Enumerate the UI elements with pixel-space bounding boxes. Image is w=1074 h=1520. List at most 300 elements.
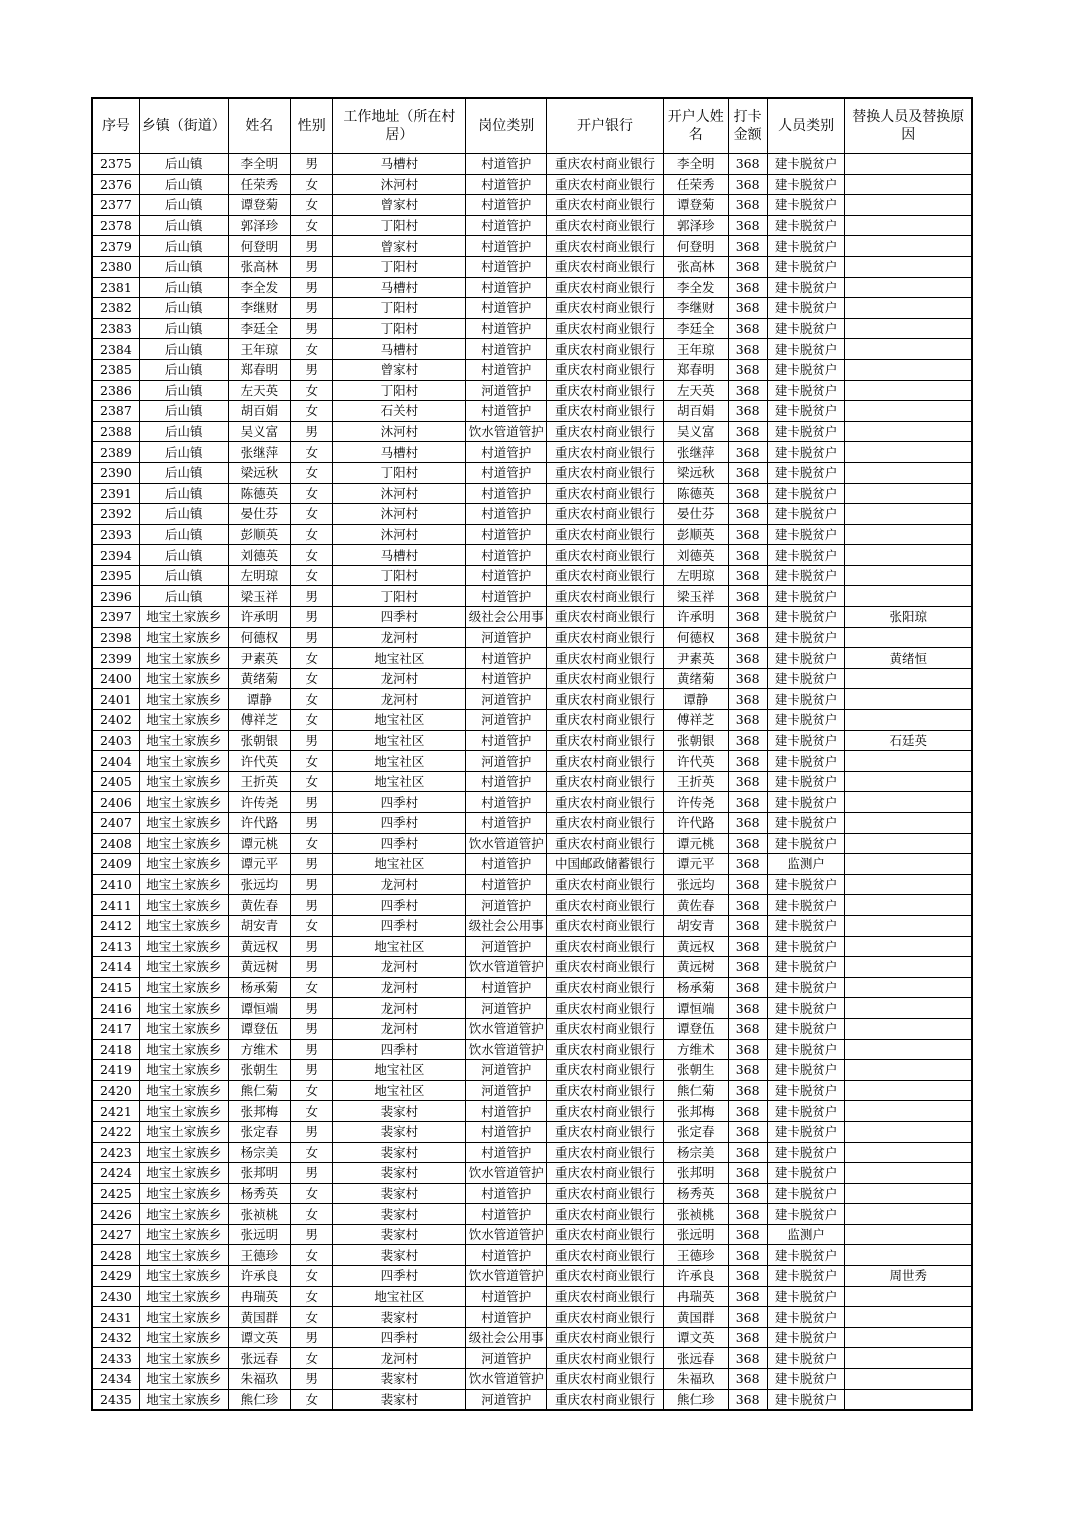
cell-person-category: 建卡脱贫户 [767, 751, 845, 772]
cell-township: 后山镇 [139, 442, 228, 463]
cell-replacement [845, 1142, 972, 1163]
cell-amount: 368 [728, 236, 767, 257]
cell-township: 后山镇 [139, 380, 228, 401]
cell-amount: 368 [728, 627, 767, 648]
cell-person-category: 建卡脱贫户 [767, 1348, 845, 1369]
table-row [92, 524, 972, 545]
cell-township: 地宝土家族乡 [139, 710, 228, 731]
cell-name: 黄远树 [228, 957, 290, 978]
cell-amount: 368 [728, 1060, 767, 1081]
cell-bank: 重庆农村商业银行 [547, 751, 664, 772]
cell-name: 左天英 [228, 380, 290, 401]
cell-gender: 男 [291, 236, 333, 257]
cell-name: 王折英 [228, 771, 290, 792]
cell-amount: 368 [728, 1224, 767, 1245]
cell-account-holder: 熊仁菊 [664, 1080, 729, 1101]
cell-amount: 368 [728, 1101, 767, 1122]
cell-replacement [845, 710, 972, 731]
cell-name: 陈德英 [228, 483, 290, 504]
cell-amount: 368 [728, 895, 767, 916]
cell-amount: 368 [728, 215, 767, 236]
cell-person-category: 建卡脱贫户 [767, 298, 845, 319]
cell-replacement [845, 195, 972, 216]
cell-bank: 重庆农村商业银行 [547, 1327, 664, 1348]
cell-gender: 女 [291, 545, 333, 566]
cell-person-category: 建卡脱贫户 [767, 1039, 845, 1060]
cell-replacement [845, 1224, 972, 1245]
cell-name: 王德珍 [228, 1245, 290, 1266]
cell-account-holder: 熊仁珍 [664, 1389, 729, 1410]
cell-gender: 男 [291, 874, 333, 895]
cell-work-address: 龙河村 [333, 668, 466, 689]
cell-amount: 368 [728, 874, 767, 895]
cell-replacement [845, 1183, 972, 1204]
cell-name: 杨承菊 [228, 977, 290, 998]
cell-post-type: 村道管护 [466, 813, 547, 834]
cell-township: 地宝土家族乡 [139, 833, 228, 854]
cell-account-holder: 谭登菊 [664, 195, 729, 216]
cell-person-category: 建卡脱贫户 [767, 936, 845, 957]
cell-account-holder: 梁玉祥 [664, 586, 729, 607]
cell-serial: 2402 [92, 710, 139, 731]
table-row [92, 174, 972, 195]
cell-post-type: 村道管护 [466, 256, 547, 277]
cell-person-category: 建卡脱贫户 [767, 1266, 845, 1287]
cell-replacement [845, 1121, 972, 1142]
cell-amount: 368 [728, 751, 767, 772]
cell-name: 张高林 [228, 256, 290, 277]
cell-post-type: 饮水管道管护 [466, 1039, 547, 1060]
header-amount: 打卡金额 [728, 98, 767, 154]
cell-township: 地宝土家族乡 [139, 1142, 228, 1163]
cell-name: 晏仕芬 [228, 504, 290, 525]
cell-serial: 2377 [92, 195, 139, 216]
cell-account-holder: 方维术 [664, 1039, 729, 1060]
cell-township: 地宝土家族乡 [139, 1286, 228, 1307]
cell-gender: 女 [291, 689, 333, 710]
cell-amount: 368 [728, 957, 767, 978]
cell-serial: 2392 [92, 504, 139, 525]
cell-replacement [845, 256, 972, 277]
table-row [92, 195, 972, 216]
cell-work-address: 裴家村 [333, 1245, 466, 1266]
cell-serial: 2396 [92, 586, 139, 607]
cell-person-category: 建卡脱贫户 [767, 833, 845, 854]
table-row [92, 751, 972, 772]
cell-name: 尹素英 [228, 648, 290, 669]
cell-gender: 女 [291, 771, 333, 792]
cell-bank: 重庆农村商业银行 [547, 771, 664, 792]
cell-name: 张远均 [228, 874, 290, 895]
cell-serial: 2411 [92, 895, 139, 916]
cell-post-type: 河道管护 [466, 751, 547, 772]
cell-name: 李全明 [228, 154, 290, 175]
cell-account-holder: 黄佐春 [664, 895, 729, 916]
cell-person-category: 建卡脱贫户 [767, 915, 845, 936]
table-row [92, 256, 972, 277]
cell-person-category: 建卡脱贫户 [767, 421, 845, 442]
cell-gender: 男 [291, 1121, 333, 1142]
cell-replacement [845, 401, 972, 422]
cell-serial: 2406 [92, 792, 139, 813]
cell-person-category: 建卡脱贫户 [767, 565, 845, 586]
cell-amount: 368 [728, 730, 767, 751]
cell-bank: 重庆农村商业银行 [547, 1080, 664, 1101]
cell-gender: 男 [291, 359, 333, 380]
cell-person-category: 建卡脱贫户 [767, 668, 845, 689]
cell-gender: 女 [291, 1183, 333, 1204]
cell-amount: 368 [728, 1245, 767, 1266]
cell-person-category: 建卡脱贫户 [767, 957, 845, 978]
table-row [92, 813, 972, 834]
cell-replacement [845, 1204, 972, 1225]
table-row [92, 668, 972, 689]
cell-person-category: 建卡脱贫户 [767, 977, 845, 998]
cell-name: 谭登菊 [228, 195, 290, 216]
cell-bank: 重庆农村商业银行 [547, 154, 664, 175]
cell-work-address: 沐河村 [333, 524, 466, 545]
cell-serial: 2433 [92, 1348, 139, 1369]
cell-gender: 男 [291, 730, 333, 751]
cell-post-type: 河道管护 [466, 895, 547, 916]
header-replacement: 替换人员及替换原因 [845, 98, 972, 154]
cell-replacement [845, 318, 972, 339]
cell-bank: 重庆农村商业银行 [547, 627, 664, 648]
cell-work-address: 裴家村 [333, 1121, 466, 1142]
cell-account-holder: 任荣秀 [664, 174, 729, 195]
cell-replacement [845, 215, 972, 236]
cell-work-address: 丁阳村 [333, 462, 466, 483]
cell-amount: 368 [728, 318, 767, 339]
cell-township: 地宝土家族乡 [139, 1204, 228, 1225]
cell-replacement [845, 874, 972, 895]
cell-person-category: 建卡脱贫户 [767, 792, 845, 813]
cell-post-type: 村道管护 [466, 401, 547, 422]
cell-township: 地宝土家族乡 [139, 1348, 228, 1369]
cell-gender: 男 [291, 1018, 333, 1039]
cell-work-address: 四季村 [333, 833, 466, 854]
cell-account-holder: 王德珍 [664, 1245, 729, 1266]
cell-replacement [845, 421, 972, 442]
cell-work-address: 丁阳村 [333, 586, 466, 607]
cell-person-category: 建卡脱贫户 [767, 401, 845, 422]
table-row [92, 689, 972, 710]
cell-post-type: 村道管护 [466, 668, 547, 689]
cell-replacement [845, 1101, 972, 1122]
cell-amount: 368 [728, 607, 767, 628]
cell-serial: 2398 [92, 627, 139, 648]
table-row [92, 1224, 972, 1245]
cell-serial: 2417 [92, 1018, 139, 1039]
cell-serial: 2404 [92, 751, 139, 772]
table-row [92, 1163, 972, 1184]
cell-post-type: 河道管护 [466, 1080, 547, 1101]
cell-replacement [845, 771, 972, 792]
cell-gender: 女 [291, 648, 333, 669]
cell-serial: 2429 [92, 1266, 139, 1287]
cell-replacement [845, 545, 972, 566]
table-row [92, 236, 972, 257]
cell-township: 后山镇 [139, 545, 228, 566]
cell-serial: 2414 [92, 957, 139, 978]
roster-table [91, 97, 973, 1411]
cell-serial: 2419 [92, 1060, 139, 1081]
cell-township: 地宝土家族乡 [139, 689, 228, 710]
cell-account-holder: 梁远秋 [664, 462, 729, 483]
cell-amount: 368 [728, 1348, 767, 1369]
cell-person-category: 建卡脱贫户 [767, 1369, 845, 1390]
cell-township: 后山镇 [139, 462, 228, 483]
cell-account-holder: 刘德英 [664, 545, 729, 566]
cell-work-address: 沐河村 [333, 174, 466, 195]
cell-post-type: 村道管护 [466, 648, 547, 669]
table-row [92, 874, 972, 895]
cell-gender: 男 [291, 957, 333, 978]
table-row [92, 1121, 972, 1142]
cell-account-holder: 吴义富 [664, 421, 729, 442]
cell-amount: 368 [728, 1183, 767, 1204]
cell-account-holder: 李全明 [664, 154, 729, 175]
cell-serial: 2401 [92, 689, 139, 710]
cell-serial: 2381 [92, 277, 139, 298]
cell-gender: 男 [291, 895, 333, 916]
table-row [92, 1266, 972, 1287]
cell-person-category: 建卡脱贫户 [767, 256, 845, 277]
cell-replacement [845, 277, 972, 298]
cell-gender: 女 [291, 483, 333, 504]
cell-post-type: 村道管护 [466, 504, 547, 525]
cell-person-category: 建卡脱贫户 [767, 998, 845, 1019]
cell-replacement [845, 1369, 972, 1390]
table-row [92, 1101, 972, 1122]
cell-serial: 2386 [92, 380, 139, 401]
cell-post-type: 村道管护 [466, 565, 547, 586]
cell-person-category: 建卡脱贫户 [767, 1204, 845, 1225]
cell-work-address: 龙河村 [333, 957, 466, 978]
cell-replacement: 黄绪恒 [845, 648, 972, 669]
cell-person-category: 建卡脱贫户 [767, 1121, 845, 1142]
cell-serial: 2432 [92, 1327, 139, 1348]
cell-township: 地宝土家族乡 [139, 1060, 228, 1081]
cell-replacement [845, 380, 972, 401]
cell-replacement [845, 813, 972, 834]
cell-post-type: 级社会公用事 [466, 607, 547, 628]
cell-post-type: 河道管护 [466, 1348, 547, 1369]
cell-serial: 2407 [92, 813, 139, 834]
cell-gender: 男 [291, 1224, 333, 1245]
cell-serial: 2379 [92, 236, 139, 257]
cell-bank: 重庆农村商业银行 [547, 339, 664, 360]
cell-bank: 重庆农村商业银行 [547, 1245, 664, 1266]
cell-post-type: 村道管护 [466, 339, 547, 360]
cell-gender: 女 [291, 442, 333, 463]
cell-person-category: 建卡脱贫户 [767, 380, 845, 401]
cell-replacement [845, 174, 972, 195]
cell-person-category: 建卡脱贫户 [767, 1101, 845, 1122]
cell-gender: 女 [291, 915, 333, 936]
table-row [92, 998, 972, 1019]
cell-work-address: 龙河村 [333, 627, 466, 648]
cell-account-holder: 杨宗美 [664, 1142, 729, 1163]
cell-amount: 368 [728, 1039, 767, 1060]
cell-serial: 2434 [92, 1369, 139, 1390]
cell-serial: 2428 [92, 1245, 139, 1266]
cell-township: 地宝土家族乡 [139, 977, 228, 998]
cell-serial: 2415 [92, 977, 139, 998]
cell-work-address: 地宝社区 [333, 710, 466, 731]
cell-amount: 368 [728, 442, 767, 463]
cell-name: 郑春明 [228, 359, 290, 380]
table-row [92, 957, 972, 978]
cell-township: 地宝土家族乡 [139, 998, 228, 1019]
cell-person-category: 建卡脱贫户 [767, 1307, 845, 1328]
cell-work-address: 地宝社区 [333, 936, 466, 957]
cell-township: 地宝土家族乡 [139, 1121, 228, 1142]
cell-post-type: 饮水管道管护 [466, 1266, 547, 1287]
cell-replacement [845, 689, 972, 710]
cell-serial: 2426 [92, 1204, 139, 1225]
cell-bank: 重庆农村商业银行 [547, 977, 664, 998]
cell-amount: 368 [728, 298, 767, 319]
table-row [92, 833, 972, 854]
cell-name: 谭元平 [228, 854, 290, 875]
cell-serial: 2384 [92, 339, 139, 360]
cell-replacement [845, 504, 972, 525]
cell-post-type: 村道管护 [466, 174, 547, 195]
table-row [92, 792, 972, 813]
cell-account-holder: 黄国群 [664, 1307, 729, 1328]
cell-account-holder: 左明琼 [664, 565, 729, 586]
cell-bank: 重庆农村商业银行 [547, 1142, 664, 1163]
cell-post-type: 村道管护 [466, 545, 547, 566]
cell-account-holder: 李廷全 [664, 318, 729, 339]
cell-work-address: 裴家村 [333, 1163, 466, 1184]
cell-name: 张朝银 [228, 730, 290, 751]
cell-amount: 368 [728, 545, 767, 566]
cell-name: 何登明 [228, 236, 290, 257]
cell-replacement [845, 298, 972, 319]
cell-name: 王年琼 [228, 339, 290, 360]
table-row [92, 648, 972, 669]
cell-township: 地宝土家族乡 [139, 895, 228, 916]
cell-post-type: 村道管护 [466, 586, 547, 607]
cell-amount: 368 [728, 689, 767, 710]
cell-bank: 重庆农村商业银行 [547, 1060, 664, 1081]
cell-amount: 368 [728, 586, 767, 607]
cell-amount: 368 [728, 1080, 767, 1101]
cell-gender: 女 [291, 751, 333, 772]
cell-amount: 368 [728, 277, 767, 298]
table-row [92, 1389, 972, 1410]
cell-name: 任荣秀 [228, 174, 290, 195]
cell-serial: 2413 [92, 936, 139, 957]
cell-township: 后山镇 [139, 154, 228, 175]
cell-person-category: 建卡脱贫户 [767, 524, 845, 545]
cell-name: 胡百娟 [228, 401, 290, 422]
cell-township: 后山镇 [139, 318, 228, 339]
cell-amount: 368 [728, 1018, 767, 1039]
cell-person-category: 监测户 [767, 1224, 845, 1245]
cell-post-type: 河道管护 [466, 998, 547, 1019]
cell-township: 地宝土家族乡 [139, 771, 228, 792]
cell-person-category: 建卡脱贫户 [767, 895, 845, 916]
cell-amount: 368 [728, 1121, 767, 1142]
cell-person-category: 建卡脱贫户 [767, 339, 845, 360]
cell-serial: 2397 [92, 607, 139, 628]
cell-name: 张定春 [228, 1121, 290, 1142]
cell-post-type: 河道管护 [466, 380, 547, 401]
cell-replacement [845, 1286, 972, 1307]
table-row [92, 915, 972, 936]
cell-replacement [845, 1039, 972, 1060]
cell-bank: 重庆农村商业银行 [547, 442, 664, 463]
cell-work-address: 丁阳村 [333, 380, 466, 401]
cell-amount: 368 [728, 1142, 767, 1163]
cell-post-type: 饮水管道管护 [466, 1018, 547, 1039]
cell-township: 地宝土家族乡 [139, 751, 228, 772]
cell-account-holder: 许传尧 [664, 792, 729, 813]
cell-serial: 2388 [92, 421, 139, 442]
table-row [92, 1018, 972, 1039]
cell-bank: 重庆农村商业银行 [547, 874, 664, 895]
cell-township: 地宝土家族乡 [139, 668, 228, 689]
cell-work-address: 丁阳村 [333, 256, 466, 277]
cell-township: 后山镇 [139, 524, 228, 545]
table-row [92, 1369, 972, 1390]
cell-replacement [845, 1245, 972, 1266]
cell-name: 许承良 [228, 1266, 290, 1287]
cell-bank: 重庆农村商业银行 [547, 462, 664, 483]
cell-work-address: 丁阳村 [333, 318, 466, 339]
cell-person-category: 建卡脱贫户 [767, 1018, 845, 1039]
cell-township: 后山镇 [139, 215, 228, 236]
cell-serial: 2405 [92, 771, 139, 792]
table-row [92, 1327, 972, 1348]
cell-work-address: 马槽村 [333, 154, 466, 175]
cell-replacement [845, 586, 972, 607]
cell-person-category: 建卡脱贫户 [767, 236, 845, 257]
cell-amount: 368 [728, 1286, 767, 1307]
table-row [92, 1060, 972, 1081]
cell-gender: 女 [291, 524, 333, 545]
cell-work-address: 龙河村 [333, 874, 466, 895]
cell-post-type: 饮水管道管护 [466, 833, 547, 854]
table-row [92, 1348, 972, 1369]
cell-account-holder: 谭文英 [664, 1327, 729, 1348]
cell-gender: 男 [291, 1369, 333, 1390]
cell-bank: 重庆农村商业银行 [547, 565, 664, 586]
table-row [92, 545, 972, 566]
cell-name: 李全发 [228, 277, 290, 298]
table-row [92, 854, 972, 875]
cell-amount: 368 [728, 915, 767, 936]
cell-person-category: 建卡脱贫户 [767, 442, 845, 463]
cell-replacement [845, 977, 972, 998]
cell-work-address: 四季村 [333, 1327, 466, 1348]
cell-township: 后山镇 [139, 586, 228, 607]
cell-replacement [845, 1060, 972, 1081]
cell-account-holder: 王折英 [664, 771, 729, 792]
cell-serial: 2399 [92, 648, 139, 669]
cell-account-holder: 许承明 [664, 607, 729, 628]
cell-gender: 女 [291, 977, 333, 998]
table-body [92, 154, 972, 1411]
cell-gender: 男 [291, 1163, 333, 1184]
cell-account-holder: 张高林 [664, 256, 729, 277]
cell-name: 熊仁珍 [228, 1389, 290, 1410]
table-row [92, 359, 972, 380]
cell-bank: 重庆农村商业银行 [547, 421, 664, 442]
